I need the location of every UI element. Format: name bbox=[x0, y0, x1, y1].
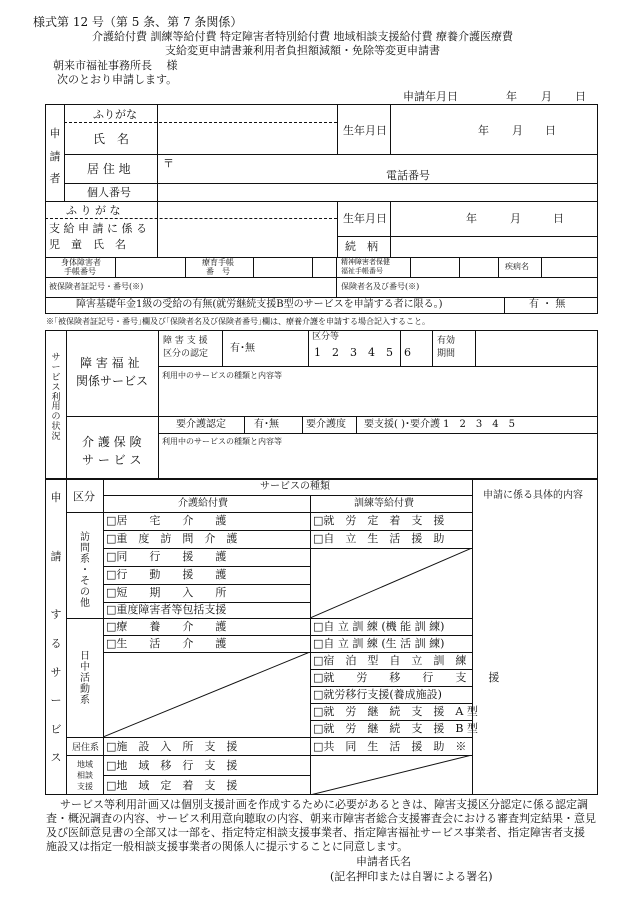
checkbox-community-retention[interactable]: □地 域 定 着 支 援 bbox=[106, 779, 238, 792]
service-types-header: サービスの種類 bbox=[260, 481, 330, 492]
checkbox-group-home[interactable]: □共 同 生 活 援 助 ※ bbox=[313, 740, 467, 753]
child-label-1: 支 給 申 請 に 係 る bbox=[49, 222, 147, 235]
date-year: 年 bbox=[506, 90, 517, 103]
rehab-handbook-label-2: 番 号 bbox=[206, 267, 230, 276]
checkbox-short-stay[interactable]: □短 期 入 所 bbox=[106, 586, 227, 599]
consent-line-2: 査・概況調査の内容、サービス利用意向聴取の内容、朝来市障害者総合支援審査会における審査判定結果・意見 bbox=[46, 812, 596, 825]
support-class-options[interactable]: 1 2 3 4 5 6 bbox=[314, 346, 411, 359]
care-cert-yes-no[interactable]: 有･無 bbox=[254, 419, 279, 430]
pension-choice[interactable]: 有 ・ 無 bbox=[529, 299, 566, 310]
support-cert-label-1: 障 害 支 援 bbox=[163, 336, 208, 346]
child-furigana-label: ふ り が な bbox=[66, 204, 121, 217]
mental-handbook-label-2: 福祉手帳番号 bbox=[341, 267, 383, 275]
care-insurance-label-1: 介 護 保 険 bbox=[82, 435, 142, 449]
checkbox-home-care[interactable]: □居 宅 介 護 bbox=[106, 514, 227, 527]
checkbox-accompany-support[interactable]: □同 行 援 護 bbox=[106, 550, 227, 563]
date-month: 月 bbox=[541, 90, 552, 103]
detail-header: 申請に係る具体的内容 bbox=[483, 490, 583, 501]
checkbox-continuous-work-b[interactable]: □就 労 継 続 支 援 B 型 bbox=[313, 722, 478, 735]
child-birth-year: 年 bbox=[466, 212, 477, 225]
birth-label: 生年月日 bbox=[343, 124, 387, 137]
postal-mark: 〒 bbox=[163, 157, 174, 170]
relation-label: 続 柄 bbox=[345, 240, 378, 253]
rehab-handbook-label-1: 療育手帳 bbox=[202, 258, 234, 267]
signature-note: (記名押印または自署による署名) bbox=[330, 870, 493, 883]
insured-number-label: 被保険者証記号・番号(※) bbox=[49, 282, 144, 291]
insurance-note: ※｢被保険者証記号・番号｣欄及び｢保険者名及び保険者番号｣欄は、療養介護を申請する場合記入すること。 bbox=[46, 317, 430, 326]
community-group-label: 地域 相談 支援 bbox=[77, 760, 93, 791]
checkbox-training-function[interactable]: □自 立 訓 練 (機 能 訓 練) bbox=[313, 620, 445, 633]
community-empty-slash bbox=[310, 755, 472, 795]
form-title-1: 介護給付費 訓練等給付費 特定障害者特別給付費 地域相談支援給付費 療養介護医療費 bbox=[92, 30, 513, 43]
signature-label: 申請者氏名 bbox=[356, 855, 411, 868]
support-class-label: 区分等 bbox=[312, 332, 340, 342]
welfare-service-label-2: 関係サービス bbox=[76, 374, 149, 388]
visit-group-label: 訪 問 系 ・ そ の 他 bbox=[80, 532, 90, 609]
consent-line-1: サービス等利用計画又は個別支援計画を作成するために必要があるときは、障害支援区分認定に係る認定調 bbox=[60, 798, 588, 811]
physical-handbook-label-1: 身体障害者 bbox=[61, 258, 101, 267]
checkbox-independent-living[interactable]: □自 立 生 活 援 助 bbox=[313, 532, 445, 545]
checkbox-behavior-support[interactable]: □行 動 援 護 bbox=[106, 568, 227, 581]
valid-period-label-1: 有効 bbox=[437, 336, 456, 346]
child-birth-label: 生年月日 bbox=[343, 212, 387, 225]
checkbox-work-transition[interactable]: □就 労 移 行 支 援 bbox=[313, 671, 500, 684]
address-label: 居 住 地 bbox=[87, 162, 131, 176]
addressee: 朝来市福祉事務所長 様 bbox=[53, 59, 178, 72]
usage-section-label: サ ー ビ ス 利 用 の 状 況 bbox=[51, 353, 61, 443]
consent-line-3: 及び医師意見書の全部又は一部を、指定特定相談支援事業者、指定障害福祉サービス事業者、指定障害者支援 bbox=[46, 826, 585, 839]
care-level-label: 要介護度 bbox=[306, 419, 346, 430]
personal-number-label: 個人番号 bbox=[87, 186, 131, 199]
request-section-label: 申 請 す る サ ー ビ ス bbox=[50, 491, 62, 765]
birth-month: 月 bbox=[512, 124, 523, 137]
birth-day: 日 bbox=[545, 124, 556, 137]
category-header: 区分 bbox=[73, 490, 95, 503]
checkbox-continuous-work-a[interactable]: □就 労 継 続 支 援 A 型 bbox=[313, 705, 478, 718]
checkbox-work-retention[interactable]: □就 労 定 着 支 援 bbox=[313, 514, 445, 527]
kunren-header: 訓練等給付費 bbox=[354, 498, 414, 509]
consent-line-4: 施設又は指定一般相談支援事業者の関係人に提示することに同意します。 bbox=[46, 840, 409, 853]
intro-text: 次のとおり申請します。 bbox=[57, 73, 178, 86]
disease-label: 疾病名 bbox=[505, 262, 529, 271]
insurer-label: 保険者名及び番号(※) bbox=[341, 282, 420, 291]
day-activity-empty-slash bbox=[103, 652, 310, 737]
phone-label: 電話番号 bbox=[386, 169, 430, 182]
date-day: 日 bbox=[575, 90, 586, 103]
checkbox-daily-life-care[interactable]: □生 活 介 護 bbox=[106, 637, 227, 650]
checkbox-facility-admission[interactable]: □施 設 入 所 支 援 bbox=[106, 740, 238, 753]
checkbox-community-transition[interactable]: □地 域 移 行 支 援 bbox=[106, 759, 238, 772]
physical-handbook-label-2: 手帳番号 bbox=[64, 267, 96, 276]
checkbox-residential-training[interactable]: □宿 泊 型 自 立 訓 練 bbox=[313, 654, 467, 667]
care-level-options[interactable]: 要支援( )･要介護 1 2 3 4 5 bbox=[364, 419, 515, 430]
child-label-2: 児 童 氏 名 bbox=[49, 238, 126, 251]
checkbox-medical-care[interactable]: □療 養 介 護 bbox=[106, 620, 227, 633]
day-activity-group-label: 日 中 活 動 系 bbox=[80, 651, 90, 706]
checkbox-comprehensive-support[interactable]: □重度障害者等包括支援 bbox=[106, 603, 227, 616]
support-cert-label-2: 区分の認定 bbox=[163, 349, 209, 359]
form-title-2: 支給変更申請書兼利用者負担額減額・免除等変更申請書 bbox=[165, 44, 440, 57]
checkbox-training-life[interactable]: □自 立 訓 練 (生 活 訓 練) bbox=[313, 637, 445, 650]
mental-handbook-label-1: 精神障害者保健 bbox=[341, 258, 390, 266]
child-birth-month: 月 bbox=[510, 212, 521, 225]
care-current-label: 利用中のサービスの種類と内容等 bbox=[162, 437, 282, 446]
applicant-section-label: 申 請 者 bbox=[49, 127, 61, 186]
support-cert-yes-no[interactable]: 有･無 bbox=[230, 343, 255, 354]
valid-period-label-2: 期間 bbox=[437, 349, 456, 359]
visit-empty-slash bbox=[310, 548, 472, 618]
kaigo-header: 介護給付費 bbox=[178, 498, 228, 509]
care-cert-label: 要介護認定 bbox=[176, 419, 226, 430]
welfare-service-label-1: 障 害 福 祉 bbox=[80, 356, 140, 370]
date-label: 申請年月日 bbox=[403, 90, 458, 103]
checkbox-work-transition-training[interactable]: □就労移行支援(養成施設) bbox=[313, 688, 442, 701]
name-label: 氏 名 bbox=[93, 132, 130, 146]
child-birth-day: 日 bbox=[553, 212, 564, 225]
care-insurance-label-2: サ ー ビ ス bbox=[82, 453, 142, 467]
furigana-label: ふりがな bbox=[93, 108, 137, 121]
residential-group-label: 居住系 bbox=[72, 743, 100, 753]
birth-year: 年 bbox=[478, 124, 489, 137]
form-number: 様式第 12 号（第 5 条、第 7 条関係） bbox=[33, 15, 243, 29]
welfare-current-label: 利用中のサービスの種類と内容等 bbox=[162, 371, 282, 380]
pension-question: 障害基礎年金1級の受給の有無(就労継続支援B型のサービスを申請する者に限る。) bbox=[76, 299, 443, 310]
checkbox-severe-visit-care[interactable]: □重 度 訪 問 介 護 bbox=[106, 532, 238, 545]
